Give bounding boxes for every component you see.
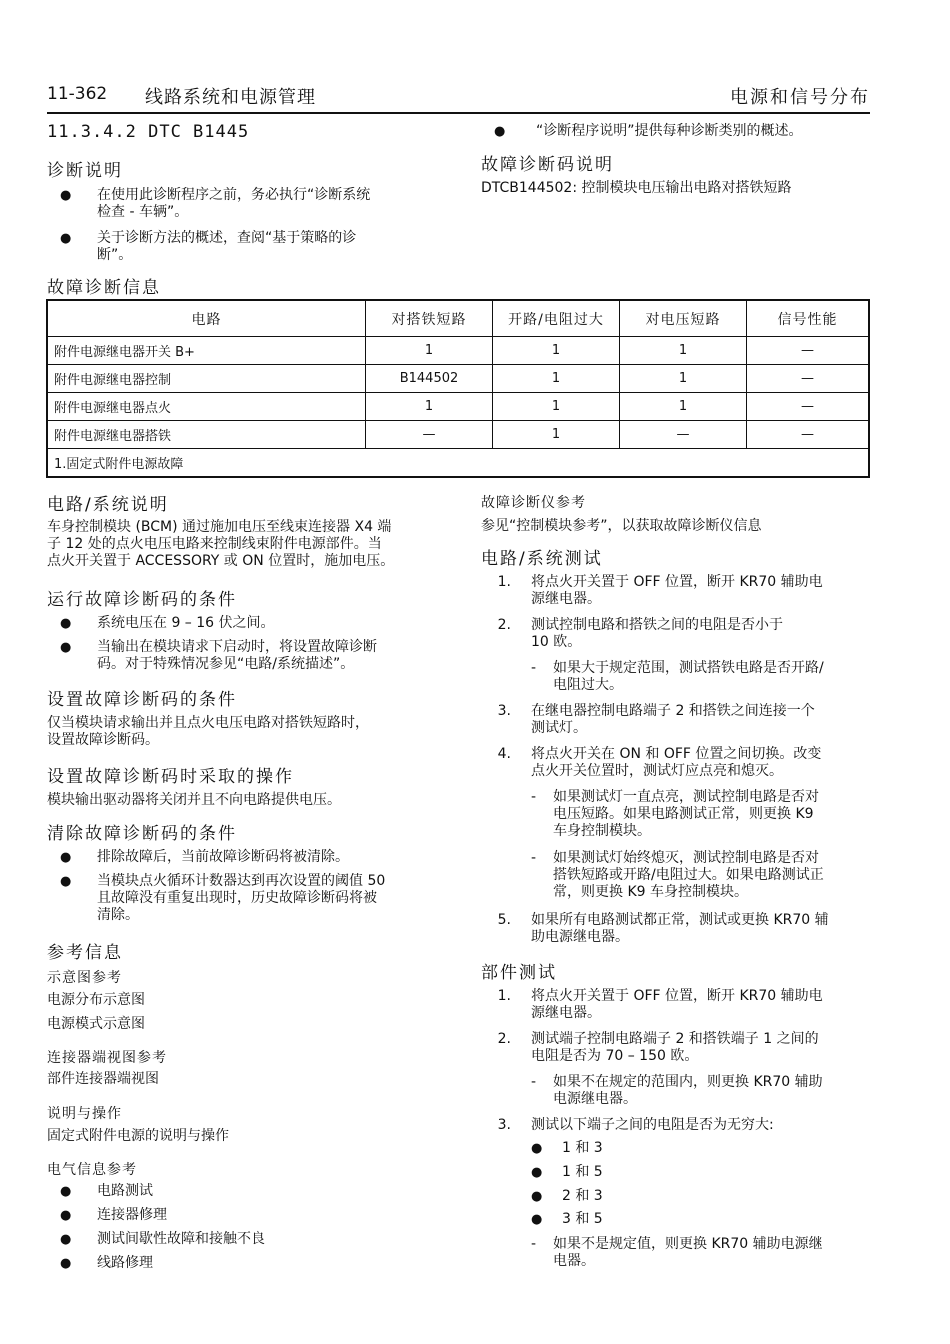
table-cell: — [366, 421, 493, 449]
dash-marker: - [531, 1236, 537, 1252]
table-cell: 附件电源继电器控制 [47, 365, 366, 393]
elec-ref-link[interactable]: 测试间歇性故障和接触不良 [97, 1231, 265, 1247]
text-line: 设置故障诊断码。 [47, 732, 159, 748]
bullet-icon: ● [531, 1189, 543, 1204]
table-cell: 附件电源继电器点火 [47, 393, 366, 421]
circuit-test-title: 电路/系统测试 [481, 549, 603, 569]
table-cell: 附件电源继电器搭铁 [47, 421, 366, 449]
terminal-pair: 1 和 5 [562, 1164, 603, 1180]
fault-info-title: 故障诊断信息 [47, 278, 161, 298]
table-row [47, 393, 869, 421]
bullet-icon: ● [60, 231, 72, 246]
bullet-icon: ● [531, 1165, 543, 1180]
table-header-row [47, 300, 869, 337]
step-text: 将点火开关置于 OFF 位置，断开 KR70 辅助电 [531, 574, 823, 590]
dash-marker: - [531, 850, 537, 866]
table-cell: 1 [493, 393, 620, 421]
bullet-text: 关于诊断方法的概述，查阅“基于策略的诊 [97, 230, 357, 246]
terminal-pair: 2 和 3 [562, 1188, 603, 1204]
bullet-icon: ● [494, 124, 506, 139]
table-cell: 附件电源继电器开关 B+ [47, 337, 366, 365]
dtc-heading: 11.3.4.2 DTC B1445 [47, 122, 250, 142]
step-text: 电阻过大。 [553, 677, 623, 693]
dtc-desc-title: 故障诊断码说明 [481, 155, 614, 175]
step-number: 2. [497, 1031, 511, 1047]
step-text: 搭铁短路或开路/电阻过大。如果电路测试正 [553, 867, 824, 883]
elec-ref-link[interactable]: 线路修理 [97, 1255, 153, 1271]
step-text: 将点火开关在 ON 和 OFF 位置之间切换。改变 [531, 746, 822, 762]
elec-ref-title: 电气信息参考 [47, 1162, 137, 1178]
column-header: 开路/电阻过大 [493, 300, 620, 337]
step-text: 如果所有电路测试都正常，测试或更换 KR70 辅 [531, 912, 829, 928]
text-line: 子 12 处的点火电压电路来控制线束附件电源部件。当 [47, 536, 382, 552]
column-header: 对电压短路 [620, 300, 747, 337]
table-row [47, 365, 869, 393]
terminal-pair: 3 和 5 [562, 1211, 603, 1227]
section-title: 线路系统和电源管理 [145, 87, 316, 108]
dash-marker: - [531, 789, 537, 805]
bullet-icon: ● [531, 1141, 543, 1156]
step-text: 电器。 [553, 1253, 595, 1269]
schematic-link[interactable]: 电源分布示意图 [47, 992, 145, 1008]
schematic-link[interactable]: 电源模式示意图 [47, 1016, 145, 1032]
table-note-row [47, 449, 869, 478]
step-text: 电压短路。如果电路测试正常，则更换 K9 [553, 806, 814, 822]
column-header: 电路 [47, 300, 366, 337]
step-number: 3. [497, 1117, 511, 1133]
step-text: 车身控制模块。 [553, 823, 651, 839]
text-line: 仅当模块请求输出并且点火电压电路对搭铁短路时， [47, 715, 369, 731]
step-text: 常，则更换 K9 车身控制模块。 [553, 884, 748, 900]
step-text: 源继电器。 [531, 1005, 601, 1021]
fault-info-table [46, 299, 870, 478]
bullet-text: 码。对于特殊情况参见“电路/系统描述”。 [97, 656, 355, 672]
table-row [47, 337, 869, 365]
bullet-icon: ● [60, 1184, 72, 1199]
table-cell: 1 [366, 337, 493, 365]
bullet-icon: ● [60, 616, 72, 631]
connector-link[interactable]: 部件连接器端视图 [47, 1071, 159, 1087]
page-header [47, 80, 870, 114]
desc-op-title: 说明与操作 [47, 1106, 122, 1122]
step-text: 如果不在规定的范围内，则更换 KR70 辅助 [553, 1074, 823, 1090]
step-text: 测试以下端子之间的电阻是否为无穷大: [531, 1117, 774, 1133]
scan-tool-title: 故障诊断仪参考 [481, 495, 586, 511]
bullet-text: 系统电压在 9 – 16 伏之间。 [97, 615, 275, 631]
component-test-title: 部件测试 [481, 963, 557, 983]
step-number: 2. [497, 617, 511, 633]
dash-marker: - [531, 1074, 537, 1090]
step-text: 如果测试灯始终熄灭，测试控制电路是否对 [553, 850, 819, 866]
table-cell: B144502 [366, 365, 493, 393]
bullet-icon: ● [60, 1208, 72, 1223]
table-cell: — [747, 337, 870, 365]
terminal-pair: 1 和 3 [562, 1140, 603, 1156]
step-number: 1. [497, 988, 511, 1004]
step-text: 源继电器。 [531, 591, 601, 607]
table-cell: — [620, 421, 747, 449]
table-cell: — [747, 393, 870, 421]
chapter-title: 电源和信号分布 [730, 87, 870, 108]
step-text: 如果不是规定值，则更换 KR70 辅助电源继 [553, 1236, 823, 1252]
step-text: 将点火开关置于 OFF 位置，断开 KR70 辅助电 [531, 988, 823, 1004]
bullet-text: 断”。 [97, 247, 133, 263]
step-text: 测试灯。 [531, 720, 587, 736]
table-cell: 1 [620, 393, 747, 421]
set-action-title: 设置故障诊断码时采取的操作 [47, 767, 294, 787]
table-row [47, 421, 869, 449]
text-line: 车身控制模块 (BCM) 通过施加电压至线束连接器 X4 端 [47, 519, 392, 535]
bullet-icon: ● [60, 874, 72, 889]
clear-conditions-title: 清除故障诊断码的条件 [47, 824, 237, 844]
bullet-icon: ● [60, 850, 72, 865]
reference-title: 参考信息 [47, 943, 123, 963]
scan-tool-text: 参见“控制模块参考”，以获取故障诊断仪信息 [481, 518, 762, 534]
table-note: 1.固定式附件电源故障 [47, 449, 869, 478]
elec-ref-link[interactable]: 连接器修理 [97, 1207, 167, 1223]
bullet-text: 排除故障后，当前故障诊断码将被清除。 [97, 849, 349, 865]
bullet-text: 清除。 [97, 907, 139, 923]
bullet-text: 当模块点火循环计数器达到再次设置的阈值 50 [97, 873, 386, 889]
step-number: 4. [497, 746, 511, 762]
table-cell: 1 [620, 337, 747, 365]
step-number: 3. [497, 703, 511, 719]
table-cell: 1 [493, 337, 620, 365]
step-text: 如果大于规定范围，测试搭铁电路是否开路/ [553, 660, 824, 676]
set-conditions-title: 设置故障诊断码的条件 [47, 690, 237, 710]
text-line: 点火开关置于 ACCESSORY 或 ON 位置时，施加电压。 [47, 553, 395, 569]
dash-marker: - [531, 660, 537, 676]
schematic-ref-title: 示意图参考 [47, 970, 122, 986]
table-cell: 1 [366, 393, 493, 421]
step-text: 电阻是否为 70 – 150 欧。 [531, 1048, 699, 1064]
column-header: 信号性能 [747, 300, 870, 337]
step-text: 点火开关位置时，测试灯应点亮和熄灭。 [531, 763, 783, 779]
step-text: 助电源继电器。 [531, 929, 629, 945]
page-number: 11-362 [47, 84, 108, 104]
circuit-desc-title: 电路/系统说明 [47, 495, 169, 515]
table-cell: — [747, 421, 870, 449]
elec-ref-link[interactable]: 电路测试 [97, 1183, 153, 1199]
dtc-desc-text: DTCB144502: 控制模块电压输出电路对搭铁短路 [481, 180, 792, 196]
bullet-text: 检查 - 车辆”。 [97, 204, 189, 220]
bullet-icon: ● [60, 1256, 72, 1271]
desc-op-link[interactable]: 固定式附件电源的说明与操作 [47, 1128, 229, 1144]
bullet-text: 且故障没有重复出现时，历史故障诊断码将被 [97, 890, 377, 906]
bullet-icon: ● [60, 640, 72, 655]
step-number: 1. [497, 574, 511, 590]
bullet-text: 当输出在模块请求下启动时，将设置故障诊断 [97, 639, 377, 655]
step-text: 测试控制电路和搭铁之间的电阻是否小于 [531, 617, 783, 633]
table-cell: — [747, 365, 870, 393]
bullet-text: “诊断程序说明”提供每种诊断类别的概述。 [536, 123, 803, 139]
table-cell: 1 [493, 421, 620, 449]
step-text: 测试端子控制电路端子 2 和搭铁端子 1 之间的 [531, 1031, 819, 1047]
step-number: 5. [497, 912, 511, 928]
diag-desc-title: 诊断说明 [47, 161, 123, 181]
step-text: 电源继电器。 [553, 1091, 637, 1107]
step-text: 在继电器控制电路端子 2 和搭铁之间连接一个 [531, 703, 815, 719]
table-cell: 1 [620, 365, 747, 393]
bullet-icon: ● [60, 188, 72, 203]
circuit-desc-text [47, 519, 447, 570]
set-conditions-text [47, 715, 447, 749]
table-cell: 1 [493, 365, 620, 393]
connector-ref-title: 连接器端视图参考 [47, 1050, 167, 1066]
step-text: 如果测试灯一直点亮，测试控制电路是否对 [553, 789, 819, 805]
set-action-text: 模块输出驱动器将关闭并且不向电路提供电压。 [47, 792, 341, 808]
bullet-text: 在使用此诊断程序之前，务必执行“诊断系统 [97, 187, 371, 203]
column-header: 对搭铁短路 [366, 300, 493, 337]
run-conditions-title: 运行故障诊断码的条件 [47, 590, 237, 610]
bullet-icon: ● [531, 1212, 543, 1227]
step-text: 10 欧。 [531, 634, 582, 650]
bullet-icon: ● [60, 1232, 72, 1247]
